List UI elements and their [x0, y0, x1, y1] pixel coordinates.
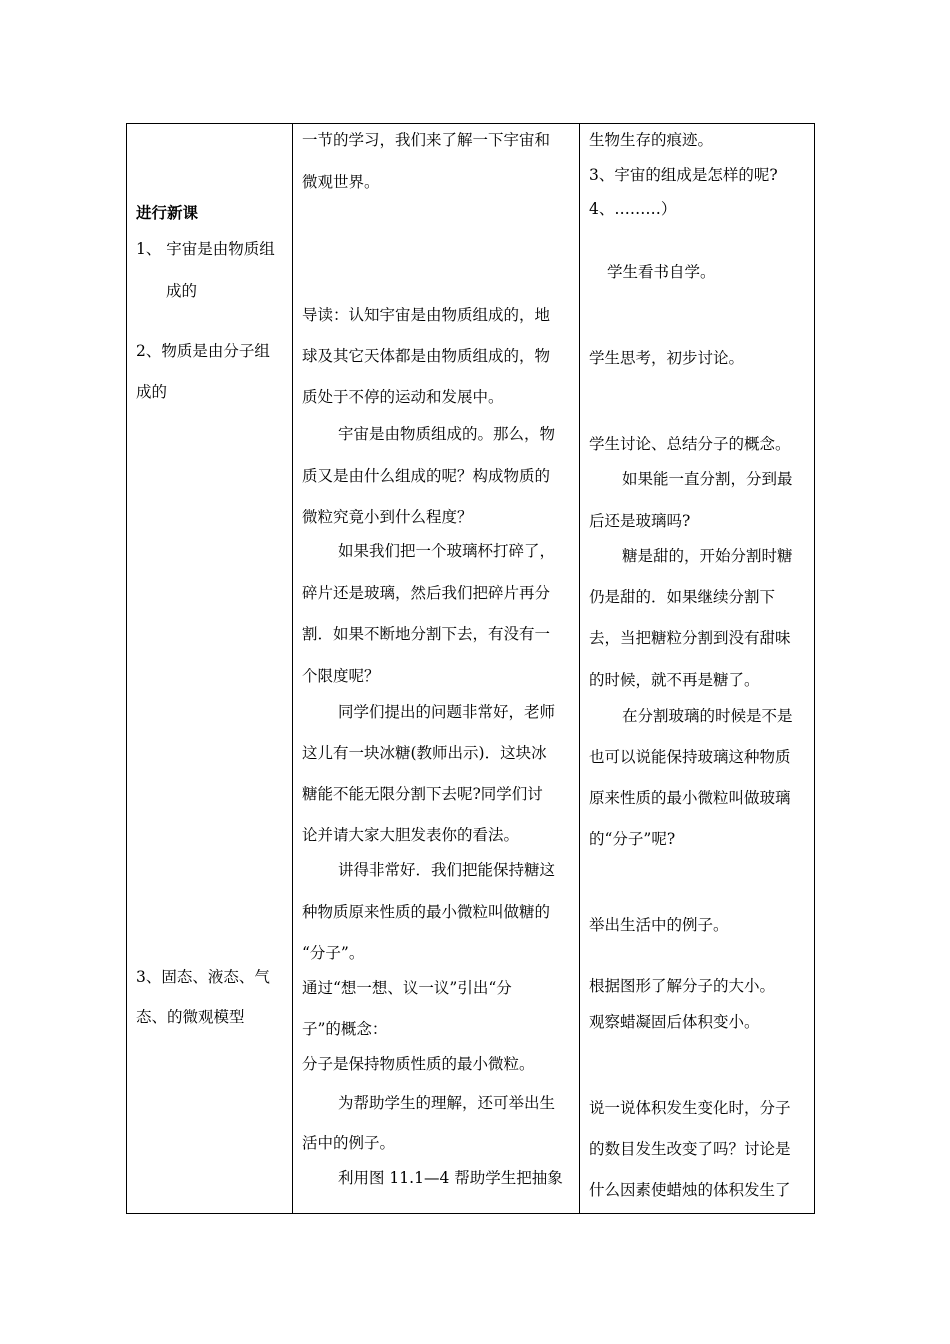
teacher-text-line: 这儿有一块冰糖(教师出示)．这块冰	[302, 744, 547, 762]
student-text-line: 说一说体积发生变化时，分子	[589, 1099, 791, 1117]
teacher-text-line: 导读：认知宇宙是由物质组成的，地	[302, 306, 551, 324]
student-text-line: 生物生存的痕迹。	[589, 131, 714, 149]
teacher-text-line: 割．如果不断地分割下去，有没有一	[302, 625, 551, 643]
student-text-line: 后还是玻璃吗?	[589, 512, 691, 530]
student-text-line: 3、宇宙的组成是怎样的呢?	[589, 166, 778, 184]
column-divider-2	[579, 123, 580, 1214]
teacher-text-line: 种物质原来性质的最小微粒叫做糖的	[302, 903, 551, 921]
teacher-text-line: 讲得非常好．我们把能保持糖这	[338, 861, 556, 879]
student-text-line: 观察蜡凝固后体积变小。	[589, 1013, 760, 1031]
teacher-text-line: 质处于不停的运动和发展中。	[302, 388, 504, 406]
student-text-line: 的数目发生改变了吗？讨论是	[589, 1140, 791, 1158]
teacher-text-line: 通过“想一想、议一议”引出“分	[302, 979, 512, 997]
topic-3-line-2: 态、的微观模型	[136, 1008, 245, 1026]
topic-1-line-2: 成的	[166, 282, 198, 300]
column-divider-1	[292, 123, 293, 1214]
topic-3-line-1: 3、固态、液态、气	[136, 968, 270, 986]
student-text-line: 原来性质的最小微粒叫做玻璃	[589, 789, 791, 807]
teacher-text-line: 微观世界。	[302, 173, 380, 191]
student-text-line: 的“分子”呢?	[589, 830, 676, 848]
student-text-line: 学生看书自学。	[607, 263, 716, 281]
teacher-text-line: 活中的例子。	[302, 1134, 396, 1152]
teacher-text-line: 微粒究竟小到什么程度？	[302, 508, 473, 526]
teacher-text-line: 利用图 11.1—4 帮助学生把抽象	[338, 1169, 563, 1187]
teacher-text-line: 子”的概念：	[302, 1020, 388, 1038]
teacher-text-line: 宇宙是由物质组成的。那么，物	[338, 425, 556, 443]
topic-1-line-1: 1、 宇宙是由物质组	[136, 240, 275, 258]
student-text-line: 的时候，就不再是糖了。	[589, 671, 760, 689]
student-text-line: 什么因素使蜡烛的体积发生了	[589, 1181, 791, 1199]
teacher-text-line: 同学们提出的问题非常好，老师	[338, 703, 556, 721]
topic-2-line-1: 2、物质是由分子组	[136, 342, 270, 360]
teacher-text-line: 论并请大家大胆发表你的看法。	[302, 826, 520, 844]
teacher-text-line: 碎片还是玻璃，然后我们把碎片再分	[302, 584, 551, 602]
teacher-text-line: 如果我们把一个玻璃杯打碎了，	[338, 542, 556, 560]
student-text-line: 仍是甜的．如果继续分割下	[589, 588, 776, 606]
teacher-text-line: “分子”。	[302, 944, 365, 962]
teacher-text-line: 质又是由什么组成的呢？构成物质的	[302, 467, 551, 485]
teacher-text-line: 一节的学习，我们来了解一下宇宙和	[302, 131, 551, 149]
student-text-line: 举出生活中的例子。	[589, 916, 729, 934]
student-text-line: 学生讨论、总结分子的概念。	[589, 435, 791, 453]
student-text-line: 也可以说能保持玻璃这种物质	[589, 748, 791, 766]
teacher-text-line: 球及其它天体都是由物质组成的，物	[302, 347, 551, 365]
student-text-line: 去，当把糖粒分割到没有甜味	[589, 629, 791, 647]
teacher-text-line: 为帮助学生的理解，还可举出生	[338, 1094, 556, 1112]
student-text-line: 学生思考，初步讨论。	[589, 349, 745, 367]
teacher-text-line: 个限度呢？	[302, 667, 380, 685]
student-text-line: 糖是甜的，开始分割时糖	[622, 547, 793, 565]
student-text-line: 根据图形了解分子的大小。	[589, 977, 776, 995]
topic-2-line-2: 成的	[136, 383, 168, 401]
student-text-line: 在分割玻璃的时候是不是	[622, 707, 793, 725]
lesson-table	[126, 123, 815, 1214]
student-text-line: 如果能一直分割，分到最	[622, 470, 793, 488]
teacher-text-line: 分子是保持物质性质的最小微粒。	[302, 1055, 535, 1073]
teacher-text-line: 糖能不能无限分割下去呢?同学们讨	[302, 785, 543, 803]
section-heading: 进行新课	[136, 203, 199, 222]
student-text-line: 4、………）	[589, 200, 677, 218]
